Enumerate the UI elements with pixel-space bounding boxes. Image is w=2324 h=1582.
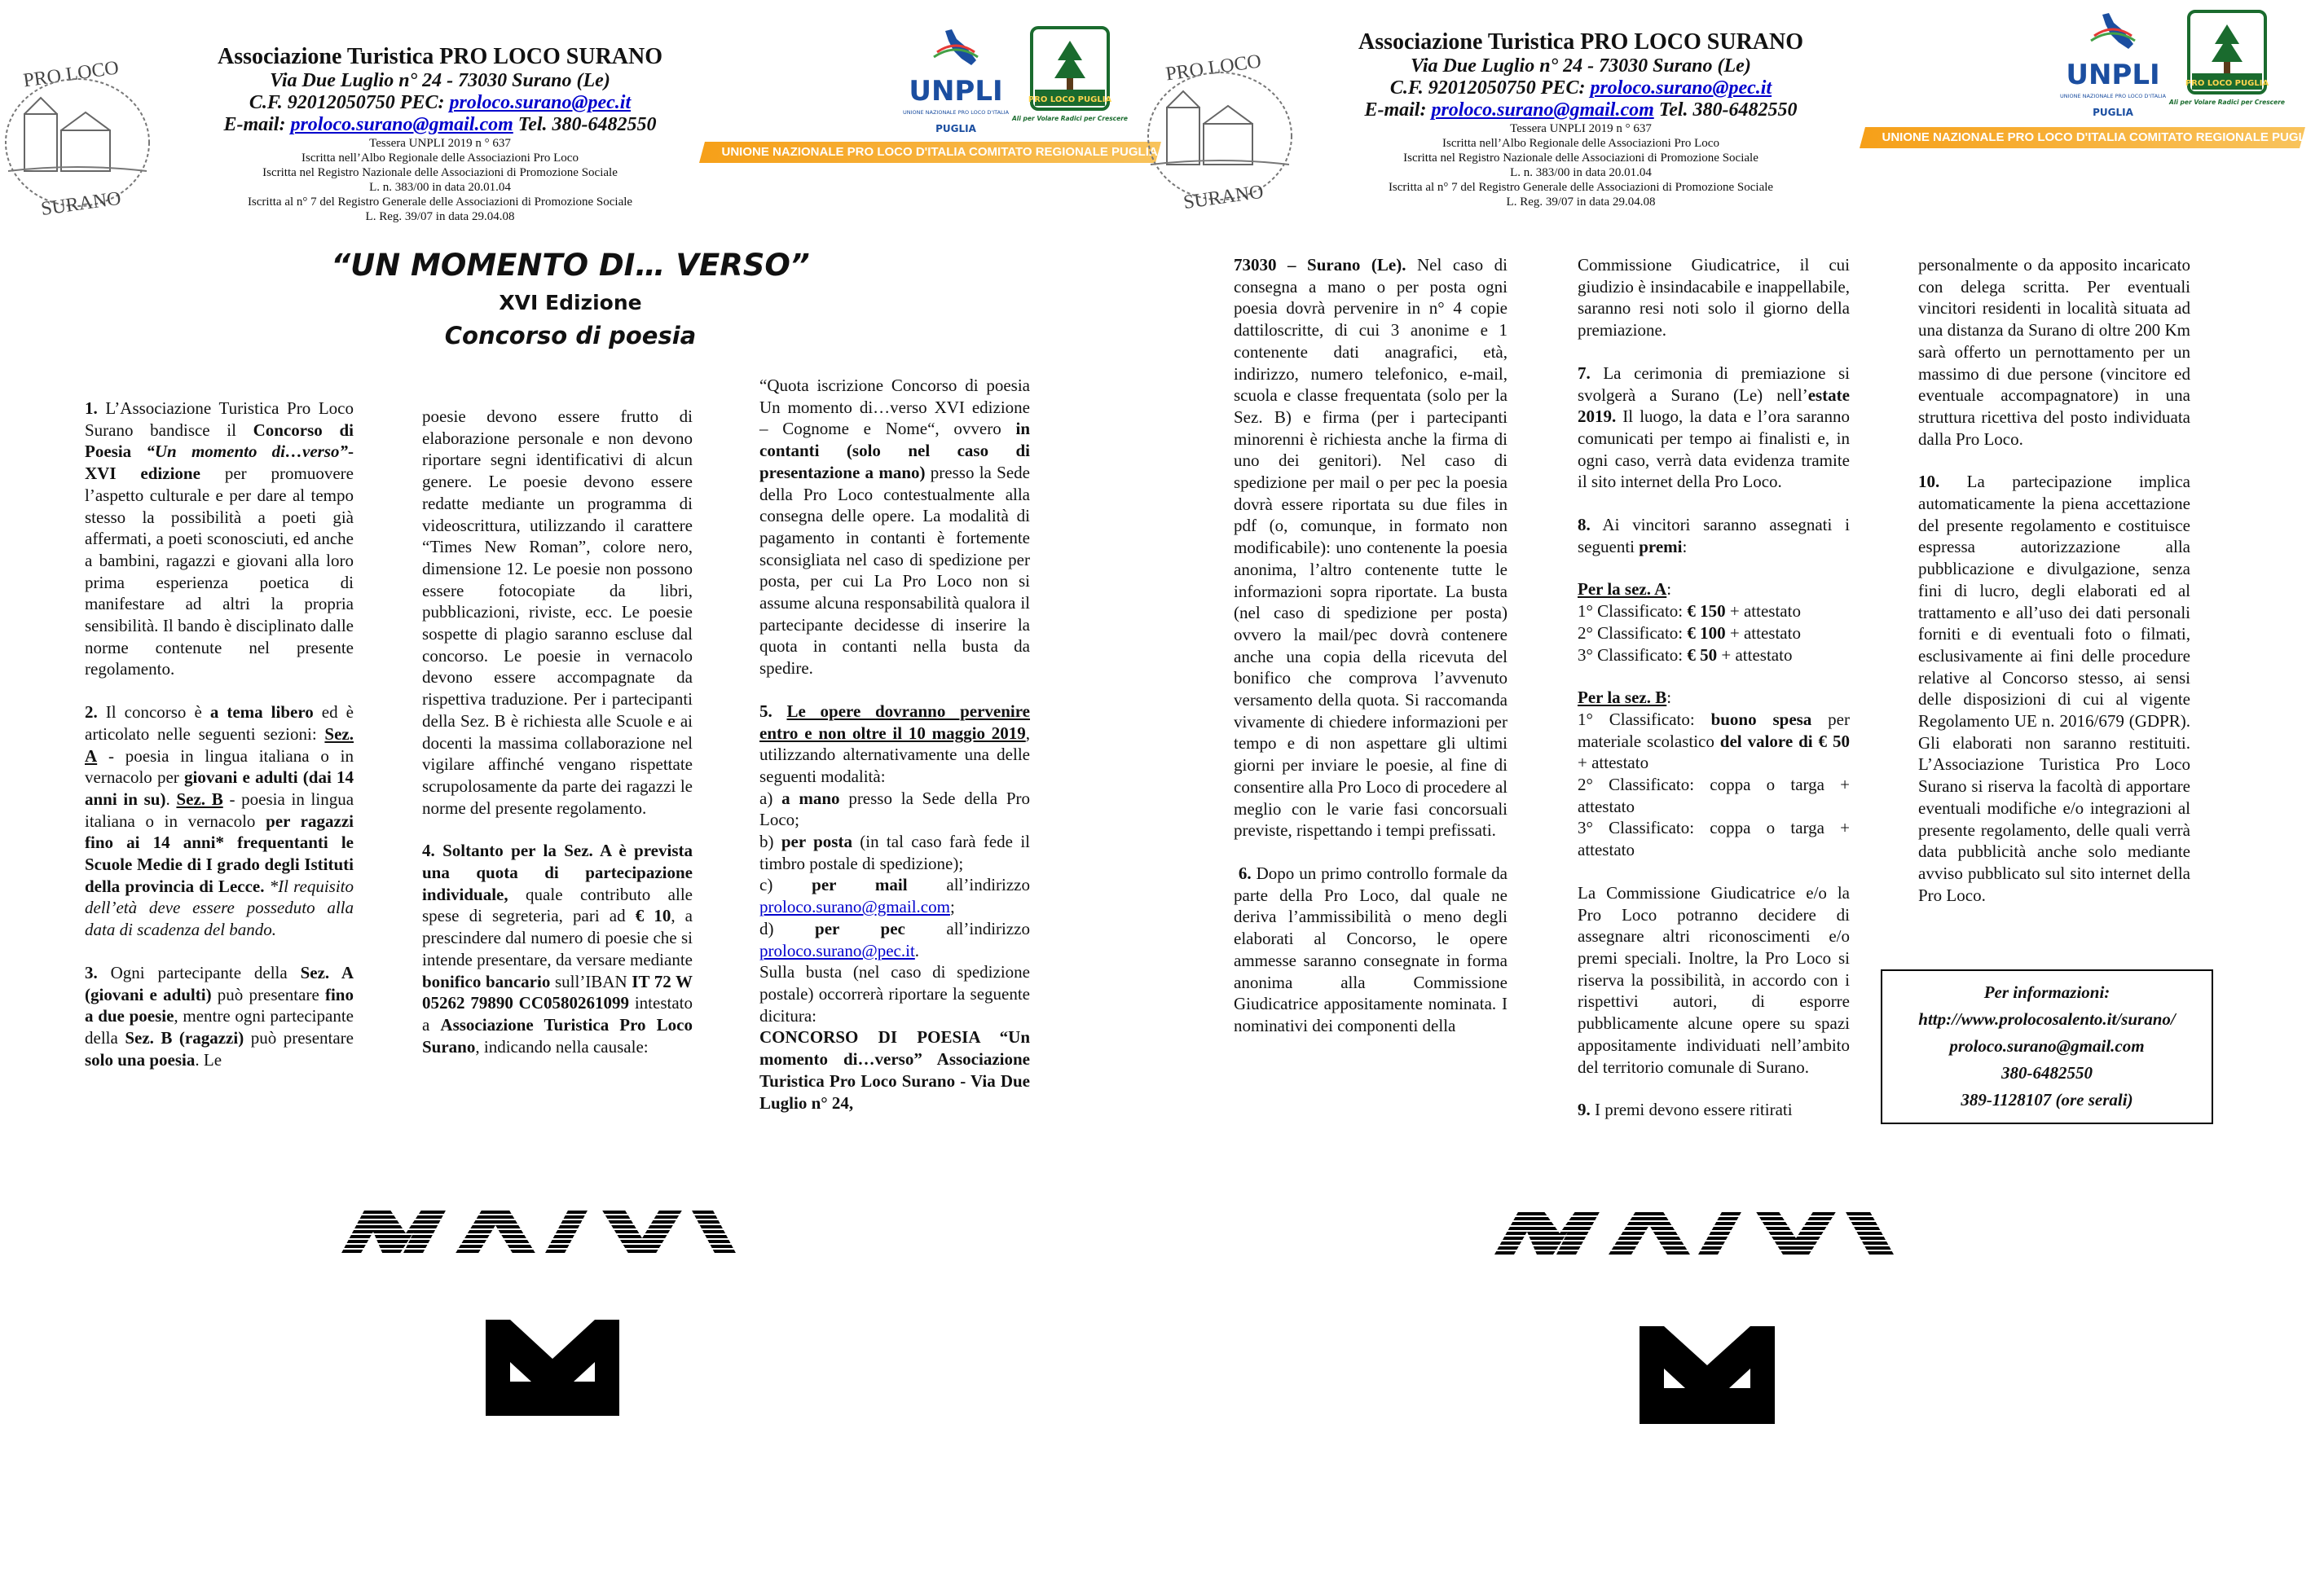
article-4-cont: “Quota iscrizione Concorso di poesia Un momento di…verso XVI edizione – Cognome e Nome“, ovvero in contanti (solo nel caso di presentazione a mano) presso la Sede della Pro Loco contestualmente alla consegna delle opere. La modalità di pagamento in contanti è fortemente sconsigliata nel caso di spedizione per posta, per cui La Pro Loco non si assume alcuna responsabilità qualora il partecipante decidesse di inserire la quota in contanti nella busta da spedire. <box>759 376 1030 679</box>
article-5: 5. Le opere dovranno pervenire entro e non oltre il 10 maggio 2019, utilizzando alternativamente una delle seguenti modalità: a) a mano presso la Sede della Pro Loco; b) per posta (in tal caso farà fede il timbro postale di spedizione); c) per mail all’indirizzo proloco.surano@gmail.com; d) per pec all’indirizzo proloco.surano@pec.it. Sulla busta (nel caso di spedizione postale) occorrerà riportare la seguente dicitura: CONCORSO DI POESIA “Un momento di…verso” Associazione Turistica Pro Loco Surano - Via Due Luglio n° 24, <box>759 701 1031 1113</box>
article-7: 7. La cerimonia di premiazione si svolgerà a Surano (Le) nell’estate 2019. Il luogo, la data e l’ora saranno comunicati per tempo ai finalisti e, in ogni caso, verrà data evidenza tramite il sito internet della Pro Loco. <box>1578 363 1850 492</box>
logo-top-text: PRO LOCO <box>21 57 121 92</box>
article-4: 4. Soltanto per la Sez. A è prevista una quota di partecipazione individuale, quale contributo alle spese di segreteria, pari ad € 10, a prescindere dal numero di poesie che si intende presentare, da versare mediante bonifico bancario sull’IBAN IT 72 W 05262 79890 CC0580261099 intestato a Associazione Turistica Pro Loco Surano, indicando nella causale: <box>422 841 693 1057</box>
pec-link[interactable]: proloco.surano@pec.it <box>449 92 632 113</box>
pro-loco-puglia-logo <box>2168 8 2286 130</box>
unpli-text: UNPLI <box>909 75 1003 108</box>
text-column-1 <box>85 398 354 1092</box>
article-9-cont: personalmente o da apposito incaricato con delega scritta. Per eventuali vincitori residenti in località situata ad una distanza da Surano di oltre 200 Km sarà offerto un pernottamento per un massimo di due persone (vincitore ed eventuale accompagnatore) in una struttura ricettiva del posto individuata dalla Pro Loco. <box>1918 255 2190 449</box>
pec-address-link[interactable]: proloco.surano@pec.it <box>759 940 915 960</box>
svg-text:Ali per Volare Radici per Cres: Ali per Volare Radici per Crescere <box>1011 115 1129 122</box>
unpli-band: UNIONE NAZIONALE PRO LOCO D'ITALIA COMITATO REGIONALE PUGLIA <box>699 142 1161 163</box>
text-column-2 <box>422 406 693 1079</box>
reg-line-1: Iscritta nell’Albo Regionale delle Associazioni Pro Loco <box>302 152 579 165</box>
reg-line-2: Iscritta nel Registro Nazionale delle Associazioni di Promozione Sociale <box>262 166 618 179</box>
article-3-cont: poesie devono essere frutto di elaborazione personale e non devono riportare segni identificativi di alcun genere. Le poesie devono essere redatte mediante un programma di videoscrittura, utilizzando il carattere “Times New Roman”, colore nero, dimensione 12. Le poesie non possono essere fotocopiate da libri, pubblicazioni, riviste, ecc. Le poesie sospette di plagio saranno escluse dal concorso. Le poesie in vernacolo devono essere accompagnate da rispettiva traduzione. Per i partecipanti della Sez. B è richiesta alle Scuole e ai docenti la massima collaborazione nel vigilare affinché vengano rispettate scrupolosamente da parte dei ragazzi le norme del presente regolamento. <box>422 406 693 818</box>
cf-pec-line: C.F. 92012050750 PEC: proloco.surano@pec.it <box>249 92 632 113</box>
email-line: E-mail: proloco.surano@gmail.com Tel. 380-6482550 <box>223 114 657 135</box>
tessera: Tessera UNPLI 2019 n ° 637 <box>369 137 511 150</box>
reg-line-5: L. Reg. 39/07 in data 29.04.08 <box>365 210 515 223</box>
article-5-cont: 73030 – Surano (Le). Nel caso di consegna a mano o per posta ogni poesia dovrà pervenire in n° 4 copie dattiloscritte, di cui 3 anonime e 1 contenente dati anagrafici, età, indirizzo, numero telefonico, e-mail, scuola e classe frequentata (solo per la Sez. B) e firma (per i partecipanti minorenni è richiesta anche la firma di uno dei genitori). Nel caso di spedizione per mail o per pec la poesia dovrà essere riportata su due files in pdf (o, comunque, in formato non modificabile): uno contenente la poesia anonima, l’altro contenente tutte le informazioni sopra riportate. La busta (nel caso di spedizione per posta) ovvero la mail/pec dovrà contenere anche una copia della ricevuta del bonifico che comprova l’avvenuto versamento della quota. Si raccomanda vivamente di chiedere informazioni per tempo e di non aspettare gli ultimi giorni per inviare le poesie, al fine di consentire alla Pro Loco di procedere al meglio con le varie fasi concorsuali previste, rispettando i tempi prefissati. <box>1234 255 1508 841</box>
pro-loco-logo <box>0 49 155 220</box>
svg-text:Ali per Volare Radici per Cres: Ali per Volare Radici per Crescere <box>2168 99 2286 106</box>
pec-link[interactable]: proloco.surano@pec.it <box>1590 77 1772 99</box>
info-mail[interactable]: proloco.surano@gmail.com <box>1949 1036 2145 1056</box>
prizes-sez-a: Per la sez. A: 1° Classificato: € 150 + attestato 2° Classificato: € 100 + attestato 3° Classificato: € 50 + attestato <box>1578 579 1801 665</box>
mail-address-link[interactable]: proloco.surano@gmail.com <box>759 897 950 917</box>
pro-loco-puglia-logo <box>1011 24 1129 147</box>
address: Via Due Luglio n° 24 - 73030 Surano (Le) <box>270 70 610 91</box>
email-link[interactable]: proloco.surano@gmail.com <box>290 114 513 135</box>
header-block <box>159 44 721 224</box>
svg-text:UNPLI: UNPLI <box>2066 59 2160 91</box>
email-link[interactable]: proloco.surano@gmail.com <box>1431 99 1654 121</box>
maiam-logo <box>341 1206 737 1259</box>
right-page <box>1141 0 2318 1582</box>
article-3: 3. Ogni partecipante della Sez. A (giovani e adulti) può presentare fino a due poesie, mentre ogni partecipante della Sez. B (ragazzi) può presentare solo una poesia. Le <box>85 962 354 1070</box>
svg-text:UNIONE NAZIONALE PRO LOCO D'IT: UNIONE NAZIONALE PRO LOCO D'ITALIA <box>902 109 1010 116</box>
svg-text:PRO LOCO: PRO LOCO <box>1164 51 1263 86</box>
contest-title: “UN MOMENTO DI… VERSO” <box>331 248 810 283</box>
maiam-logo <box>1494 1207 1894 1258</box>
info-head: Per informazioni: <box>1983 982 2111 1002</box>
prizes-sez-b: Per la sez. B: 1° Classificato: buono spesa per materiale scolastico del valore di € 50 + attestato 2° Classificato: coppa o targa + attestato 3° Classificato: coppa o targa + attestato <box>1578 688 1850 860</box>
info-tel-1: 380-6482550 <box>2001 1063 2093 1083</box>
svg-text:PUGLIA: PUGLIA <box>2093 107 2133 118</box>
text-column-3 <box>759 375 1030 1135</box>
svg-text:PRO LOCO PUGLIA: PRO LOCO PUGLIA <box>1028 95 1112 104</box>
header-block: Associazione Turistica PRO LOCO SURANO Via Due Luglio n° 24 - 73030 Surano (Le) C.F. 92012050750 PEC: proloco.surano@pec.it E-mail: proloco.surano@gmail.com Tel. 380-6482550 Tessera UNPLI 2019 n ° 637 Iscritta nell’Albo Regionale delle Associazioni Pro Loco Iscritta nel Registro Nazionale delle Associazioni di Promozione Sociale L. n. 383/00 in data 20.01.04 Iscritta al n° 7 del Registro Generale delle Associazioni di Promozione Sociale L. Reg. 39/07 in data 29.04.08 <box>1358 29 1804 209</box>
mh-logo <box>1640 1326 1775 1424</box>
article-6: 6. Dopo un primo controllo formale da parte della Pro Loco, dal quale ne deriva l’ammissibilità o meno degli elaborati al Concorso, le opere ammesse saranno consegnate in forma anonima alla Commissione Giudicatrice appositamente nominata. I nominativi dei componenti della <box>1234 863 1508 1035</box>
article-2: 2. Il concorso è a tema libero ed è articolato nelle seguenti sezioni: Sez. A - poesia in lingua italiana o in vernacolo per giovani e adulti (dai 14 anni in su). Sez. B - poesia in lingua italiana o in vernacolo per ragazzi fino ai 14 anni* frequentanti le Scuole Medie di I grado degli Istituti della provincia di Lecce. *Il requisito dell’età deve essere posseduto alla data di scadenza del bando. <box>85 702 354 940</box>
contest-subtitle: Concorso di poesia <box>444 322 697 349</box>
text-column-6 <box>1918 254 2190 927</box>
text-column-5 <box>1578 254 1850 1142</box>
article-10: 10. La partecipazione implica automaticamente la piena accettazione del presente regolamento e costituisce espressa autorizzazione alla pubblicazione e divulgazione, senza fini di lucro, degli elaborati ed al trattamento e all’uso dei dati personali forniti e di eventuali foto o filmati, esclusivamente ai fini delle procedure relative al Concorso stesso, ai sensi delle disposizioni di cui al vigente Regolamento UE n. 2016/679 (GDPR). Gli elaborati non saranno restituiti. L’Associazione Turistica Pro Loco Surano si riserva la facoltà di apportare eventuali modifiche e/o integrazioni al presente regolamento, delle quali verrà data pubblicità anche solo mediante avviso pubblicato sul sito internet della Pro Loco. <box>1918 472 2190 905</box>
article-6-cont: Commissione Giudicatrice, il cui giudizio è insindacabile e inappellabile, saranno resi noti solo il giorno della premiazione. <box>1578 255 1850 341</box>
svg-text:SURANO: SURANO <box>1182 181 1265 214</box>
text-column-4 <box>1234 254 1508 1058</box>
article-9: 9. I premi devono essere ritirati <box>1578 1100 1793 1120</box>
unpli-logo <box>903 23 1009 145</box>
unpli-band: UNIONE NAZIONALE PRO LOCO D'ITALIA COMITATO REGIONALE PUGLIA <box>1860 127 2305 148</box>
info-url[interactable]: http://www.prolocosalento.it/surano/ <box>1918 1009 2176 1029</box>
org-name: Associazione Turistica PRO LOCO SURANO <box>217 44 663 69</box>
article-1: 1. L’Associazione Turistica Pro Loco Surano bandisce il Concorso di Poesia “Un momento di…verso”- XVI edizione per promuovere l’aspetto culturale e per dare al tempo stesso la possibilità a poeti già affermati, a poeti sconosciuti, ed anche a bambini, ragazzi e giovani alla loro prima esperienza poetica di manifestare ad altri la propria sensibilità. Il bando è disciplinato dalle norme contenute nel presente regolamento. <box>85 398 354 679</box>
svg-text:PUGLIA: PUGLIA <box>935 123 976 134</box>
unpli-logo <box>2060 7 2166 129</box>
svg-text:UNIONE NAZIONALE PRO LOCO D'IT: UNIONE NAZIONALE PRO LOCO D'ITALIA <box>2059 93 2167 99</box>
reg-line-4: Iscritta al n° 7 del Registro Generale delle Associazioni di Promozione Sociale <box>247 196 633 209</box>
left-page <box>0 0 1158 1582</box>
special-prizes: La Commissione Giudicatrice e/o la Pro Loco potranno decidere di assegnare altri riconoscimenti e/o premi speciali. Inoltre, la Pro Loco si riserva la possibilità, in accordo con i rispettivi autori, di esporre pubblicamente alcune opere su spazi appositamente individuati nell’ambito del territorio comunale di Surano. <box>1578 882 1850 1077</box>
edition: XVI Edizione <box>499 291 642 314</box>
info-box <box>1881 969 2213 1124</box>
svg-text:PRO LOCO PUGLIA: PRO LOCO PUGLIA <box>2185 79 2269 88</box>
logo-bottom-text: SURANO <box>39 187 123 221</box>
info-tel-2: 389-1128107 (ore serali) <box>1961 1090 2133 1110</box>
pro-loco-logo <box>1142 42 1297 213</box>
article-8: 8. Ai vincitori saranno assegnati i seguenti premi: <box>1578 515 1850 556</box>
reg-line-3: L. n. 383/00 in data 20.01.04 <box>369 181 511 194</box>
mh-logo <box>486 1320 619 1416</box>
